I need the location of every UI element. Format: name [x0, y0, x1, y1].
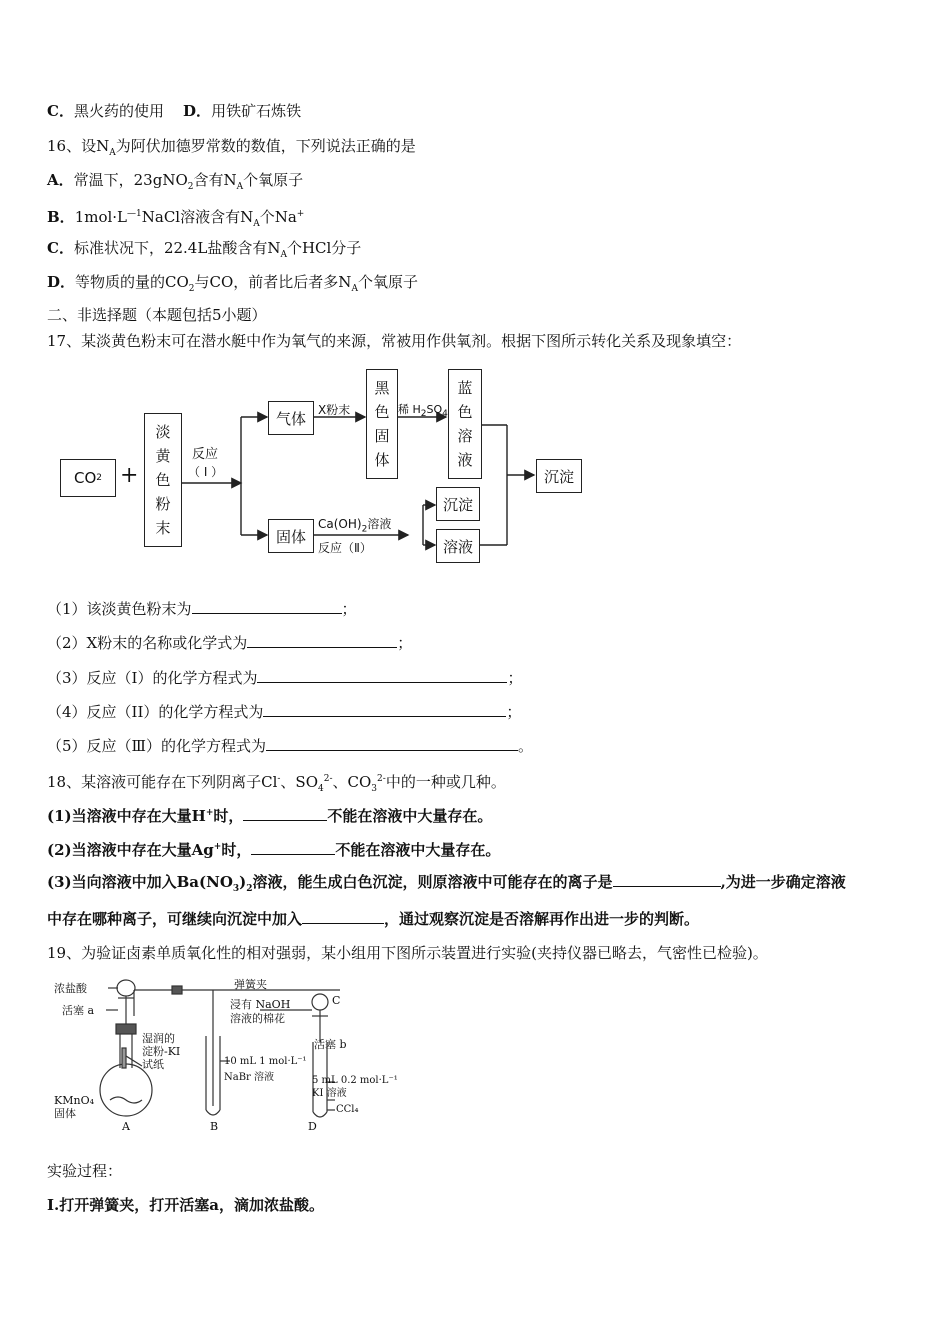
solid-box: 固体: [268, 519, 314, 553]
q16-stem: 16、设$N_A$为阿伏加德罗常数的数值，下列说法正确的是: [47, 137, 416, 158]
yellow-powder-box: 淡 黄 色 粉 末: [144, 413, 182, 547]
q18-stem: 18、某溶液可能存在下列阴离子Cl-、$SO_4^{2-}$、$CO_3^{2-}$中的一种或几种。: [47, 773, 506, 794]
wet-paper-label: 湿润的 淀粉-KI 试纸: [142, 1032, 181, 1071]
answer-blank[interactable]: [251, 839, 335, 855]
q16-option-a: A．常温下，23gNO$_2$含有$N_A$个氧原子: [47, 171, 304, 192]
apparatus-diagram: [50, 976, 410, 1136]
c-label: C: [332, 994, 341, 1007]
final-precipitate-box: 沉淀: [536, 459, 582, 493]
gas-box: 气体: [268, 401, 314, 435]
label-a: A: [122, 1120, 130, 1133]
q17-part-4: （4）反应（II）的化学方程式为 ；: [47, 703, 522, 721]
option-d-label: D．: [183, 102, 212, 120]
q19-stem: 19、为验证卤素单质氧化性的相对强弱，某小组用下图所示装置进行实验(夹持仪器已略去，气密性已检验)。: [47, 944, 768, 962]
q16-option-c: C．标准状况下，22.4L盐酸含有$N_A$个HCl分子: [47, 239, 362, 260]
naoh-cotton-label: 浸有 NaOH 溶液的棉花: [230, 998, 291, 1025]
q18-part-3-cont: 中存在哪种离子，可继续向沉淀中加入 ，通过观察沉淀是否溶解再作出进一步的判断。: [47, 910, 700, 928]
q18-part-2: (2)当溶液中存在大量Ag+时， 不能在溶液中大量存在。: [47, 841, 501, 859]
ccl4-label: CCl₄: [336, 1104, 359, 1115]
label-b: B: [210, 1120, 219, 1133]
x-powder-label: X粉末: [318, 403, 351, 417]
conc-hcl-label: 浓盐酸: [54, 982, 87, 995]
answer-blank[interactable]: [613, 871, 721, 887]
q16-option-b: B．$1mol\cdot L^{—1}NaCl$溶液含有$N_A$个Na+: [47, 208, 305, 229]
q16-option-d: D．等物质的量的$CO_2$与CO，前者比后者多$N_A$个氧原子: [47, 273, 418, 294]
q17-part-1: （1）该淡黄色粉末为 ；: [47, 600, 357, 618]
flowchart-arrows: [60, 365, 600, 565]
reaction-2-label: 反应（Ⅱ）: [318, 541, 372, 555]
spring-clip-label: 弹簧夹: [234, 978, 267, 991]
caoh2-label: $Ca(OH)_2$溶液: [318, 517, 392, 535]
co2-box: CO 2: [60, 459, 116, 497]
q17-stem: 17、某淡黄色粉末可在潜水艇中作为氧气的来源，常被用作供氧剂。根据下图所示转化关系及现象填空：: [47, 332, 742, 350]
answer-blank[interactable]: [266, 735, 518, 751]
q17-part-2: （2）X粉末的名称或化学式为 ；: [47, 634, 413, 652]
black-solid-box: 黑 色 固 体: [366, 369, 398, 479]
answer-blank[interactable]: [302, 908, 384, 924]
stopcock-a-label: 活塞 a: [62, 1004, 95, 1017]
precipitate-box: 沉淀: [436, 487, 480, 521]
section-heading: 二、非选择题（本题包括5小题）: [47, 306, 267, 324]
experiment-process-heading: 实验过程：: [47, 1162, 123, 1180]
reaction-1-number: （ I ）: [188, 465, 224, 479]
nabr-label: 10 mL 1 mol·L⁻¹ NaBr 溶液: [224, 1056, 307, 1083]
q15-options-cd: [47, 101, 301, 121]
dilute-acid-label: 稀 $H_2SO_4$: [398, 403, 448, 420]
q18-part-3: (3)当向溶液中加入$Ba(NO_3)_2$溶液，能生成白色沉淀，则原溶液中可能存在的离子是 ,为进一步确定溶液: [47, 873, 846, 894]
ki-label: 5 mL 0.2 mol·L⁻¹ KI 溶液: [312, 1075, 398, 1099]
answer-blank[interactable]: [243, 805, 327, 821]
q17-part-3: （3）反应（I）的化学方程式为 ；: [47, 669, 523, 687]
q17-part-5: （5）反应（Ⅲ）的化学方程式为 。: [47, 737, 534, 755]
answer-blank[interactable]: [257, 667, 507, 683]
plus-sign: +: [120, 463, 139, 488]
answer-blank[interactable]: [263, 701, 506, 717]
stopcock-b-label: 活塞 b: [314, 1038, 347, 1051]
blue-solution-box: 蓝 色 溶 液: [448, 369, 482, 479]
q18-part-1: (1)当溶液中存在大量H+时， 不能在溶液中大量存在。: [47, 807, 493, 825]
answer-blank[interactable]: [192, 598, 342, 614]
option-d-text: 用铁矿石炼铁: [211, 102, 302, 120]
label-d: D: [308, 1120, 317, 1133]
answer-blank[interactable]: [247, 632, 397, 648]
option-c-text: 黑火药的使用: [73, 102, 164, 120]
option-c-label: C．: [47, 102, 74, 120]
flowchart: [60, 365, 600, 565]
solution-box: 溶液: [436, 529, 480, 563]
experiment-step-1: I.打开弹簧夹，打开活塞a，滴加浓盐酸。: [47, 1196, 324, 1214]
reaction-1-label: 反应: [192, 447, 219, 462]
kmno4-label: KMnO₄ 固体: [54, 1094, 94, 1120]
